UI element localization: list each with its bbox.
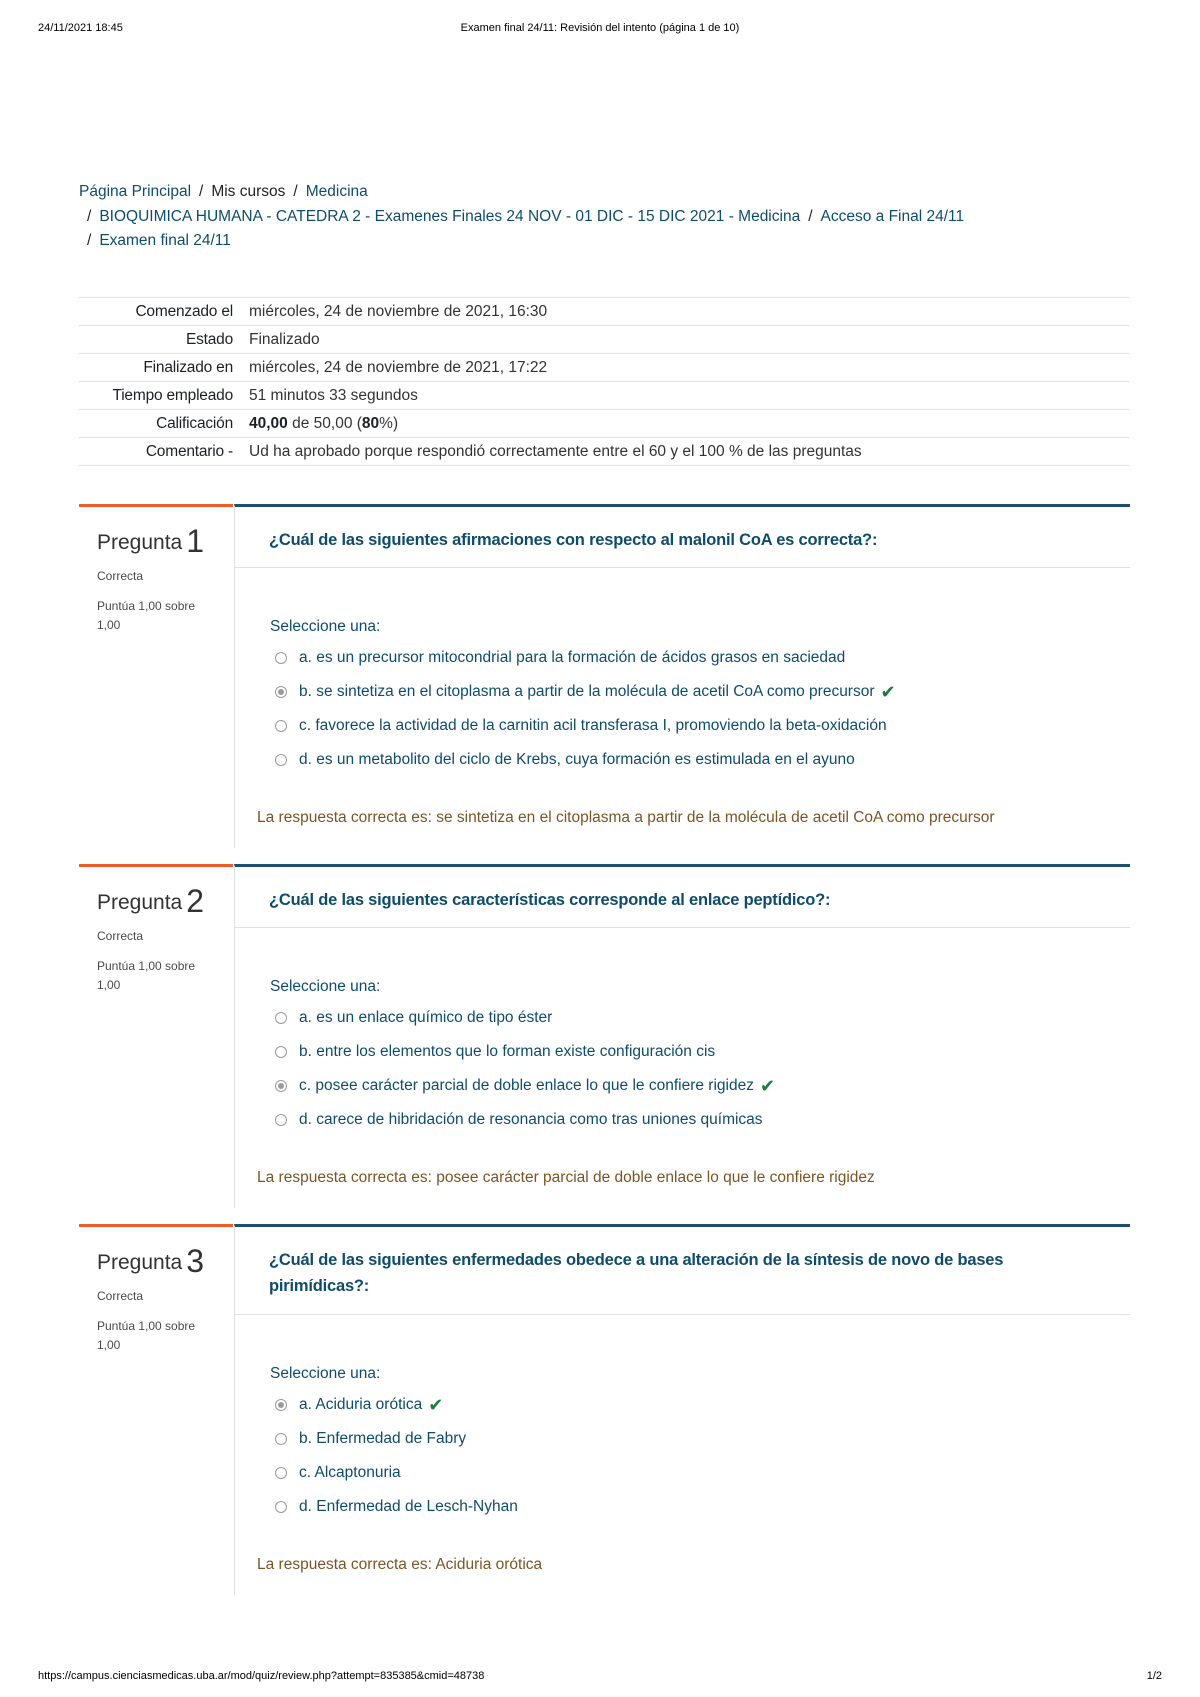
answer-label: a. es un enlace químico de tipo éster xyxy=(299,1009,553,1026)
answer-option[interactable] xyxy=(275,675,1095,709)
answer-label: b. entre los elementos que lo forman existe configuración cis xyxy=(299,1043,716,1060)
answer-label: d. carece de hibridación de resonancia como tras uniones químicas xyxy=(299,1111,763,1128)
breadcrumb-separator: / xyxy=(87,207,92,225)
print-url: https://campus.cienciasmedicas.uba.ar/mod/quiz/review.php?attempt=835385&cmid=48738 xyxy=(38,1670,485,1682)
correct-answer-feedback: La respuesta correcta es: posee carácter parcial de doble enlace lo que le confiere rigidez xyxy=(257,1169,875,1186)
summary-value: miércoles, 24 de noviembre de 2021, 16:30 xyxy=(249,302,548,320)
breadcrumb-separator: / xyxy=(199,183,204,200)
check-icon: ✔ xyxy=(428,1394,444,1415)
answer-label: b. Enfermedad de Fabry xyxy=(299,1430,467,1447)
breadcrumb-quiz-link[interactable]: Examen final 24/11 xyxy=(99,232,231,249)
question-number-value: 3 xyxy=(186,1243,205,1279)
answer-option[interactable] xyxy=(275,1422,1095,1456)
question-label: Pregunta xyxy=(97,891,183,914)
breadcrumb-section-link[interactable]: Acceso a Final 24/11 xyxy=(820,207,965,225)
question-state: Correcta xyxy=(97,929,144,943)
check-icon: ✔ xyxy=(759,1075,776,1096)
question-info xyxy=(79,864,233,1208)
question-label: Pregunta xyxy=(97,531,183,554)
question-number xyxy=(97,1243,204,1280)
summary-label: Estado xyxy=(185,330,233,348)
radio-button[interactable] xyxy=(275,754,287,766)
check-icon: ✔ xyxy=(880,681,896,702)
grade-score: 40,00 xyxy=(249,414,288,432)
answer-label: d. Enfermedad de Lesch-Nyhan xyxy=(299,1498,518,1515)
grade-percent: 80 xyxy=(361,414,380,432)
answer-prompt: Seleccione una: xyxy=(270,978,381,995)
question-label: Pregunta xyxy=(97,1251,183,1274)
radio-button[interactable] xyxy=(275,1114,287,1126)
question-text: ¿Cuál de las siguientes características corresponde al enlace peptídico?: xyxy=(269,891,831,909)
divider xyxy=(235,1314,1130,1315)
question-number-value: 2 xyxy=(186,883,205,919)
answer-label: a. Aciduria orótica xyxy=(299,1396,423,1413)
correct-answer-feedback: La respuesta correcta es: se sintetiza en el citoplasma a partir de la molécula de acetil CoA como precursor xyxy=(257,809,995,826)
summary-label: Comenzado el xyxy=(135,302,233,320)
answer-option[interactable] xyxy=(275,1035,1095,1069)
breadcrumb-separator: / xyxy=(808,207,813,225)
summary-value: 51 minutos 33 segundos xyxy=(249,386,418,404)
question-3 xyxy=(79,1224,1129,1592)
question-content xyxy=(234,864,1130,1208)
answer-prompt: Seleccione una: xyxy=(270,618,381,635)
radio-button[interactable] xyxy=(275,1433,287,1445)
question-text: ¿Cuál de las siguientes enfermedades obedece a una alteración de la síntesis de novo de bases pirimídicas?: xyxy=(269,1251,1004,1295)
question-grade: Puntúa 1,00 sobre 1,00 xyxy=(97,599,196,632)
answer-option[interactable] xyxy=(275,1456,1095,1490)
summary-row-finished xyxy=(79,354,1129,382)
print-title: Examen final 24/11: Revisión del intento (página 1 de 10) xyxy=(460,22,740,34)
answer-option[interactable] xyxy=(275,1069,1095,1103)
radio-button[interactable] xyxy=(275,720,287,732)
question-content xyxy=(234,504,1130,848)
answer-option[interactable] xyxy=(275,1388,1095,1422)
print-datetime: 24/11/2021 18:45 xyxy=(38,22,123,34)
grade-close: %) xyxy=(379,414,399,432)
answer-option[interactable] xyxy=(275,709,1095,743)
question-number-value: 1 xyxy=(186,523,205,559)
divider xyxy=(235,567,1130,568)
summary-value: miércoles, 24 de noviembre de 2021, 17:22 xyxy=(249,358,548,376)
summary-value xyxy=(249,410,1129,438)
answer-list xyxy=(275,641,1095,777)
answer-list xyxy=(275,1388,1095,1524)
answer-prompt: Seleccione una: xyxy=(270,1365,381,1382)
answer-list xyxy=(275,1001,1095,1137)
summary-row-grade xyxy=(79,410,1129,438)
breadcrumb-my-courses: Mis cursos xyxy=(211,183,286,200)
summary-label: Tiempo empleado xyxy=(112,386,233,404)
answer-option[interactable] xyxy=(275,641,1095,675)
radio-button-checked[interactable] xyxy=(275,1399,287,1411)
correct-answer-feedback: La respuesta correcta es: Aciduria orótica xyxy=(257,1556,543,1573)
divider xyxy=(235,927,1130,928)
breadcrumb-home-link[interactable]: Página Principal xyxy=(79,183,192,200)
summary-label: Finalizado en xyxy=(143,358,233,376)
answer-option[interactable] xyxy=(275,1001,1095,1035)
question-info xyxy=(79,1224,233,1595)
summary-label: Calificación xyxy=(156,414,233,432)
summary-row-time xyxy=(79,382,1129,410)
question-grade: Puntúa 1,00 sobre 1,00 xyxy=(97,959,196,992)
breadcrumb-separator: / xyxy=(87,232,92,249)
answer-option[interactable] xyxy=(275,1490,1095,1524)
radio-button[interactable] xyxy=(275,1501,287,1513)
question-state: Correcta xyxy=(97,1289,144,1303)
answer-label: b. se sintetiza en el citoplasma a partir de la molécula de acetil CoA como precursor xyxy=(299,683,875,700)
radio-button[interactable] xyxy=(275,652,287,664)
breadcrumb xyxy=(79,180,1119,254)
answer-label: c. Alcaptonuria xyxy=(299,1464,401,1481)
answer-label: c. posee carácter parcial de doble enlace lo que le confiere rigidez xyxy=(299,1077,754,1094)
breadcrumb-separator: / xyxy=(293,183,298,200)
radio-button[interactable] xyxy=(275,1012,287,1024)
question-info xyxy=(79,504,233,848)
question-number xyxy=(97,523,204,560)
breadcrumb-course-link[interactable]: BIOQUIMICA HUMANA - CATEDRA 2 - Examenes Finales 24 NOV - 01 DIC - 15 DIC 2021 - Medicina xyxy=(99,207,801,225)
answer-option[interactable] xyxy=(275,1103,1095,1137)
summary-value: Finalizado xyxy=(249,330,320,348)
summary-row-comment xyxy=(79,438,1129,466)
question-number xyxy=(97,883,204,920)
summary-row-started xyxy=(79,298,1129,326)
grade-of: de 50,00 ( xyxy=(292,414,362,432)
summary-row-state xyxy=(79,326,1129,354)
attempt-summary-table xyxy=(79,297,1129,466)
question-state: Correcta xyxy=(97,569,144,583)
radio-button[interactable] xyxy=(275,1467,287,1479)
answer-label: c. favorece la actividad de la carnitin acil transferasa I, promoviendo la beta-oxidación xyxy=(299,717,887,734)
print-header xyxy=(0,0,1200,40)
question-content xyxy=(234,1224,1130,1595)
answer-label: a. es un precursor mitocondrial para la formación de ácidos grasos en saciedad xyxy=(299,649,846,666)
radio-button-checked[interactable] xyxy=(275,1080,287,1092)
answer-option[interactable] xyxy=(275,743,1095,777)
summary-value: Ud ha aprobado porque respondió correctamente entre el 60 y el 100 % de las preguntas xyxy=(249,442,862,460)
question-1 xyxy=(79,504,1129,845)
radio-button-checked[interactable] xyxy=(275,686,287,698)
breadcrumb-medicina-link[interactable]: Medicina xyxy=(305,183,368,200)
summary-label: Comentario - xyxy=(145,442,233,460)
print-page-number: 1/2 xyxy=(1146,1670,1162,1682)
question-text: ¿Cuál de las siguientes afirmaciones con respecto al malonil CoA es correcta?: xyxy=(269,531,878,549)
radio-button[interactable] xyxy=(275,1046,287,1058)
question-2 xyxy=(79,864,1129,1205)
question-grade: Puntúa 1,00 sobre 1,00 xyxy=(97,1319,196,1352)
answer-label: d. es un metabolito del ciclo de Krebs, cuya formación es estimulada en el ayuno xyxy=(299,751,855,768)
